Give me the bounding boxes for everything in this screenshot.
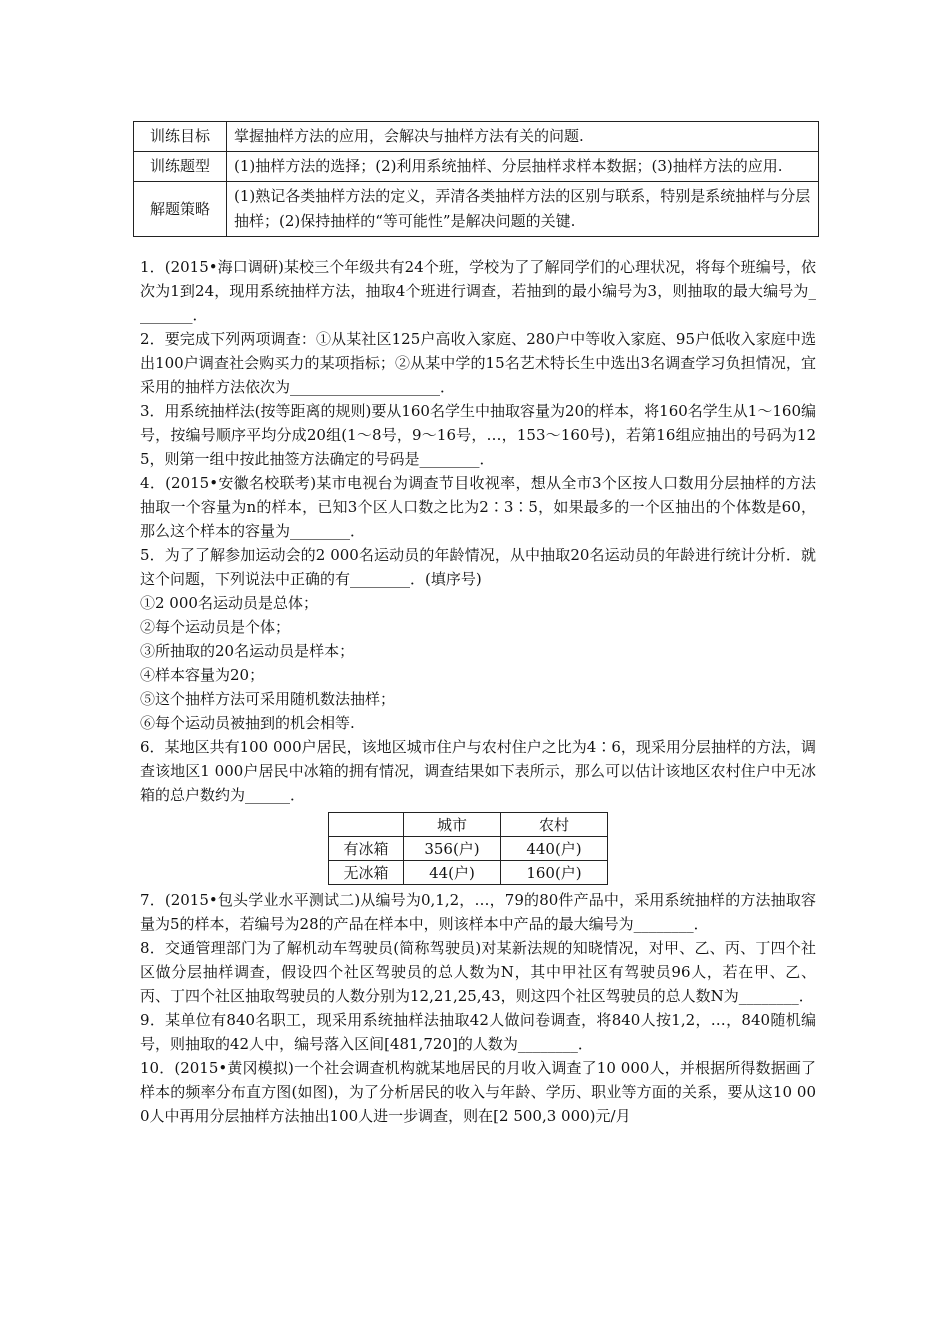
question-5-option: ①2 000名运动员是总体； <box>140 594 318 612</box>
question-5-option: ⑤这个抽样方法可采用随机数法抽样； <box>140 690 396 708</box>
question-5-option: ④样本容量为20； <box>140 666 265 684</box>
table-header-cell: 农村 <box>501 813 608 837</box>
table-cell: 440(户) <box>501 837 608 861</box>
question-9: 9．某单位有840名职工，现采用系统抽样法抽取42人做问卷调查，将840人按1,2，…，840随机编号，则抽取的42人中，编号落入区间[481,720]的人数为________． <box>140 1011 816 1053</box>
question-5-option: ⑥每个运动员被抽到的机会相等. <box>140 714 355 732</box>
table-key: 解题策略 <box>134 182 227 237</box>
table-row <box>329 861 608 885</box>
question-5-option: ③所抽取的20名运动员是样本； <box>140 642 355 660</box>
question-8: 8．交通管理部门为了解机动车驾驶员(简称驾驶员)对某新法规的知晓情况，对甲、乙、丙、丁四个社区做分层抽样调查，假设四个社区驾驶员的总人数为N，其中甲社区有驾驶员96人，若在甲、乙、丙、丁四个社区抽取驾驶员的人数分别为12,21,25,43，则这四个社区驾驶员的总人数N为________． <box>140 939 816 1005</box>
question-4: 4．(2015•安徽名校联考)某市电视台为调查节目收视率，想从全市3个区按人口数用分层抽样的方法抽取一个容量为n的样本，已知3个区人口数之比为2∶3∶5，如果最多的一个区抽出的个体数是60，那么这个样本的容量为________． <box>140 474 816 540</box>
table-key: 训练目标 <box>134 122 227 152</box>
table-row <box>134 122 819 152</box>
table-row <box>134 152 819 182</box>
question-list <box>140 255 816 1128</box>
question-3: 3．用系统抽样法(按等距离的规则)要从160名学生中抽取容量为20的样本，将160名学生从1～160编号，按编号顺序平均分成20组(1～8号，9～16号，…，153～160号)，若第16组应抽出的号码为125，则第一组中按此抽签方法确定的号码是________． <box>140 402 816 468</box>
question-7: 7．(2015•包头学业水平测试二)从编号为0,1,2，…，79的80件产品中，采用系统抽样的方法抽取容量为5的样本，若编号为28的产品在样本中，则该样本中产品的最大编号为________． <box>140 891 816 933</box>
table-row <box>329 837 608 861</box>
table-cell: 356(户) <box>404 837 501 861</box>
question-6: 6．某地区共有100 000户居民，该地区城市住户与农村住户之比为4∶6，现采用分层抽样的方法，调查该地区1 000户居民中冰箱的拥有情况，调查结果如下表所示，那么可以估计该地区农村住户中无冰箱的总户数约为______． <box>140 738 816 804</box>
table-value: (1)熟记各类抽样方法的定义，弄清各类抽样方法的区别与联系，特别是系统抽样与分层抽样；(2)保持抽样的“等可能性”是解决问题的关键. <box>227 182 819 237</box>
question-1: 1．(2015•海口调研)某校三个年级共有24个班，学校为了了解同学们的心理状况，将每个班编号，依次为1到24，现用系统抽样方法，抽取4个班进行调查，若抽到的最小编号为3，则抽取的最大编号为________． <box>140 258 816 324</box>
table-value: (1)抽样方法的选择；(2)利用系统抽样、分层抽样求样本数据；(3)抽样方法的应用. <box>227 152 819 182</box>
table-value: 掌握抽样方法的应用，会解决与抽样方法有关的问题. <box>227 122 819 152</box>
question-2: 2．要完成下列两项调查：①从某社区125户高收入家庭、280户中等收入家庭、95户低收入家庭中选出100户调查社会购买力的某项指标；②从某中学的15名艺术特长生中选出3名调查学习负担情况，宜采用的抽样方法依次为____________________． <box>140 330 816 396</box>
question-10: 10．(2015•黄冈模拟)一个社会调查机构就某地居民的月收入调查了10 000人，并根据所得数据画了样本的频率分布直方图(如图)，为了分析居民的收入与年龄、学历、职业等方面的关系，要从这10 000人中再用分层抽样方法抽出100人进一步调查，则在[2 500,3 000)元/月 <box>140 1059 816 1125</box>
table-cell: 有冰箱 <box>329 837 404 861</box>
fridge-table <box>328 812 608 885</box>
table-cell: 160(户) <box>501 861 608 885</box>
table-row <box>134 182 819 237</box>
table-cell: 无冰箱 <box>329 861 404 885</box>
table-header-cell <box>329 813 404 837</box>
table-key: 训练题型 <box>134 152 227 182</box>
question-5: 5．为了了解参加运动会的2 000名运动员的年龄情况，从中抽取20名运动员的年龄进行统计分析．就这个问题，下列说法中正确的有________．(填序号) <box>140 546 816 588</box>
table-header-row <box>329 813 608 837</box>
training-info-table <box>133 121 819 237</box>
question-5-option: ②每个运动员是个体； <box>140 618 291 636</box>
table-header-cell: 城市 <box>404 813 501 837</box>
table-cell: 44(户) <box>404 861 501 885</box>
